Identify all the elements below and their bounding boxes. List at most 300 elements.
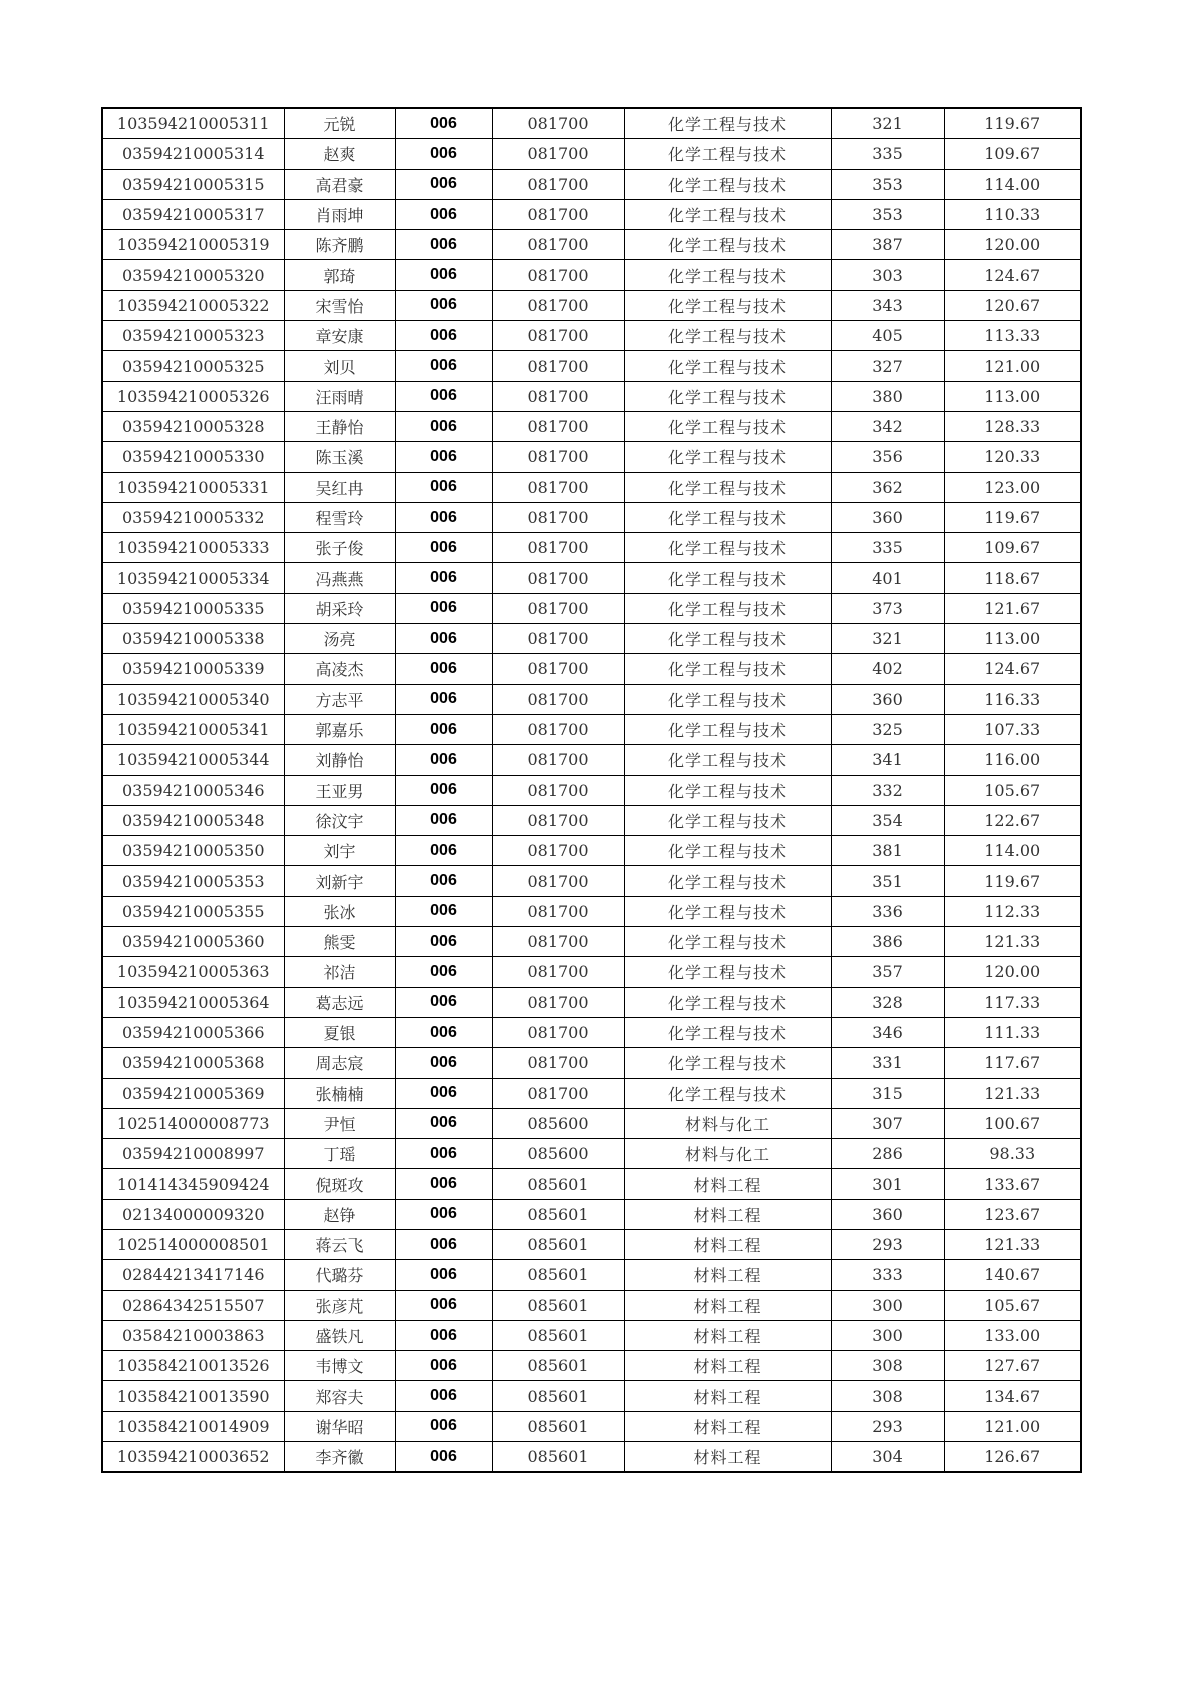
major-name-cell: 材料工程 [624,1351,831,1381]
major-name-cell: 化学工程与技术 [624,472,831,502]
initial-score-cell: 402 [831,654,944,684]
major-name-cell: 材料工程 [624,1320,831,1350]
department-code-cell: 006 [395,624,492,654]
major-code-cell: 081700 [492,411,624,441]
table-row [102,108,1081,139]
department-code-cell: 006 [395,805,492,835]
candidate-id-cell: 103594210005311 [102,108,284,139]
initial-score-cell: 351 [831,866,944,896]
department-code-cell: 006 [395,593,492,623]
candidate-id-cell: 03594210005314 [102,139,284,169]
retest-score-cell: 117.67 [944,1048,1081,1078]
department-code-cell: 006 [395,1017,492,1047]
department-code-cell: 006 [395,714,492,744]
major-name-cell: 化学工程与技术 [624,957,831,987]
major-name-cell: 化学工程与技术 [624,139,831,169]
major-name-cell: 材料工程 [624,1442,831,1473]
department-code-cell: 006 [395,351,492,381]
major-name-cell: 材料工程 [624,1290,831,1320]
department-code-cell: 006 [395,1320,492,1350]
candidate-name-cell: 丁瑶 [284,1139,395,1169]
initial-score-cell: 304 [831,1442,944,1473]
department-code-cell: 006 [395,775,492,805]
candidate-name-cell: 张彦芃 [284,1290,395,1320]
candidate-id-cell: 103594210005364 [102,987,284,1017]
candidate-id-cell: 03594210005369 [102,1078,284,1108]
major-code-cell: 081700 [492,957,624,987]
major-code-cell: 081700 [492,805,624,835]
major-name-cell: 化学工程与技术 [624,866,831,896]
major-name-cell: 化学工程与技术 [624,1017,831,1047]
candidate-name-cell: 张子俊 [284,533,395,563]
department-code-cell: 006 [395,139,492,169]
department-code-cell: 006 [395,472,492,502]
candidate-id-cell: 03594210005350 [102,836,284,866]
candidate-name-cell: 刘新宇 [284,866,395,896]
initial-score-cell: 386 [831,927,944,957]
major-code-cell: 085601 [492,1411,624,1441]
major-code-cell: 081700 [492,927,624,957]
retest-score-cell: 121.00 [944,1411,1081,1441]
initial-score-cell: 327 [831,351,944,381]
initial-score-cell: 354 [831,805,944,835]
candidate-name-cell: 王静怡 [284,411,395,441]
table-row [102,1320,1081,1350]
initial-score-cell: 335 [831,139,944,169]
initial-score-cell: 293 [831,1229,944,1259]
initial-score-cell: 300 [831,1320,944,1350]
table-row [102,1229,1081,1259]
major-code-cell: 081700 [492,987,624,1017]
table-row [102,714,1081,744]
candidate-name-cell: 张楠楠 [284,1078,395,1108]
retest-score-cell: 105.67 [944,1290,1081,1320]
department-code-cell: 006 [395,1411,492,1441]
department-code-cell: 006 [395,684,492,714]
candidate-id-cell: 103584210013590 [102,1381,284,1411]
major-name-cell: 材料与化工 [624,1108,831,1138]
candidate-id-cell: 03594210005317 [102,199,284,229]
major-code-cell: 081700 [492,593,624,623]
table-row [102,1017,1081,1047]
major-name-cell: 化学工程与技术 [624,684,831,714]
candidate-id-cell: 102514000008773 [102,1108,284,1138]
candidate-name-cell: 熊雯 [284,927,395,957]
initial-score-cell: 336 [831,896,944,926]
candidate-name-cell: 元锐 [284,108,395,139]
retest-score-cell: 134.67 [944,1381,1081,1411]
candidate-id-cell: 103594210005334 [102,563,284,593]
candidate-name-cell: 高君豪 [284,169,395,199]
initial-score-cell: 341 [831,745,944,775]
major-name-cell: 化学工程与技术 [624,593,831,623]
table-row [102,260,1081,290]
department-code-cell: 006 [395,381,492,411]
candidate-id-cell: 03594210005353 [102,866,284,896]
retest-score-cell: 109.67 [944,139,1081,169]
major-name-cell: 材料工程 [624,1199,831,1229]
major-name-cell: 化学工程与技术 [624,230,831,260]
major-name-cell: 化学工程与技术 [624,714,831,744]
candidate-id-cell: 03594210005328 [102,411,284,441]
major-code-cell: 085601 [492,1229,624,1259]
major-code-cell: 085600 [492,1139,624,1169]
candidate-name-cell: 方志平 [284,684,395,714]
major-code-cell: 085600 [492,1108,624,1138]
candidate-name-cell: 代璐芬 [284,1260,395,1290]
candidate-name-cell: 陈玉溪 [284,442,395,472]
major-code-cell: 081700 [492,624,624,654]
retest-score-cell: 127.67 [944,1351,1081,1381]
department-code-cell: 006 [395,896,492,926]
initial-score-cell: 321 [831,108,944,139]
candidate-id-cell: 03594210005339 [102,654,284,684]
candidate-name-cell: 徐汶宇 [284,805,395,835]
candidate-name-cell: 谢华昭 [284,1411,395,1441]
department-code-cell: 006 [395,836,492,866]
major-code-cell: 081700 [492,230,624,260]
major-code-cell: 085601 [492,1290,624,1320]
major-code-cell: 085601 [492,1169,624,1199]
major-code-cell: 081700 [492,1017,624,1047]
retest-score-cell: 119.67 [944,108,1081,139]
retest-score-cell: 120.00 [944,230,1081,260]
table-row [102,472,1081,502]
retest-score-cell: 114.00 [944,169,1081,199]
major-code-cell: 081700 [492,563,624,593]
candidate-name-cell: 汤亮 [284,624,395,654]
department-code-cell: 006 [395,1351,492,1381]
candidate-id-cell: 03594210005355 [102,896,284,926]
major-name-cell: 化学工程与技术 [624,805,831,835]
major-code-cell: 081700 [492,351,624,381]
retest-score-cell: 119.67 [944,502,1081,532]
major-code-cell: 081700 [492,381,624,411]
initial-score-cell: 307 [831,1108,944,1138]
retest-score-cell: 121.33 [944,927,1081,957]
candidate-name-cell: 葛志远 [284,987,395,1017]
major-name-cell: 化学工程与技术 [624,1048,831,1078]
initial-score-cell: 401 [831,563,944,593]
department-code-cell: 006 [395,1290,492,1320]
table-row [102,987,1081,1017]
major-name-cell: 化学工程与技术 [624,199,831,229]
table-row [102,1442,1081,1473]
table-row [102,139,1081,169]
major-name-cell: 化学工程与技术 [624,775,831,805]
candidate-name-cell: 胡采玲 [284,593,395,623]
initial-score-cell: 387 [831,230,944,260]
candidate-name-cell: 章安康 [284,321,395,351]
retest-score-cell: 119.67 [944,866,1081,896]
candidate-id-cell: 03594210005320 [102,260,284,290]
major-name-cell: 化学工程与技术 [624,533,831,563]
major-name-cell: 化学工程与技术 [624,502,831,532]
initial-score-cell: 300 [831,1290,944,1320]
candidate-name-cell: 尹恒 [284,1108,395,1138]
major-code-cell: 081700 [492,169,624,199]
retest-score-cell: 113.00 [944,624,1081,654]
retest-score-cell: 120.33 [944,442,1081,472]
candidate-name-cell: 宋雪怡 [284,290,395,320]
department-code-cell: 006 [395,563,492,593]
candidate-name-cell: 肖雨坤 [284,199,395,229]
retest-score-cell: 121.33 [944,1078,1081,1108]
retest-score-cell: 128.33 [944,411,1081,441]
table-row [102,1381,1081,1411]
table-row [102,927,1081,957]
candidate-id-cell: 03594210005366 [102,1017,284,1047]
major-name-cell: 化学工程与技术 [624,108,831,139]
candidate-name-cell: 祁洁 [284,957,395,987]
table-row [102,1351,1081,1381]
candidate-name-cell: 刘宇 [284,836,395,866]
candidate-name-cell: 郑容夫 [284,1381,395,1411]
initial-score-cell: 328 [831,987,944,1017]
initial-score-cell: 353 [831,199,944,229]
table-row [102,533,1081,563]
major-name-cell: 化学工程与技术 [624,1078,831,1108]
table-row [102,1411,1081,1441]
initial-score-cell: 333 [831,1260,944,1290]
retest-score-cell: 123.00 [944,472,1081,502]
department-code-cell: 006 [395,1199,492,1229]
major-name-cell: 化学工程与技术 [624,260,831,290]
department-code-cell: 006 [395,321,492,351]
retest-score-cell: 116.33 [944,684,1081,714]
table-row [102,381,1081,411]
table-row [102,684,1081,714]
table-row [102,199,1081,229]
table-row [102,1260,1081,1290]
retest-score-cell: 117.33 [944,987,1081,1017]
candidate-id-cell: 103594210005331 [102,472,284,502]
major-code-cell: 081700 [492,260,624,290]
initial-score-cell: 356 [831,442,944,472]
candidate-id-cell: 03594210005348 [102,805,284,835]
initial-score-cell: 321 [831,624,944,654]
retest-score-cell: 121.67 [944,593,1081,623]
major-name-cell: 化学工程与技术 [624,321,831,351]
table-row [102,957,1081,987]
table-row [102,836,1081,866]
candidate-id-cell: 101414345909424 [102,1169,284,1199]
table-row [102,896,1081,926]
candidate-name-cell: 夏银 [284,1017,395,1047]
major-name-cell: 化学工程与技术 [624,624,831,654]
retest-score-cell: 123.67 [944,1199,1081,1229]
major-code-cell: 081700 [492,442,624,472]
table-row [102,563,1081,593]
candidate-name-cell: 周志宸 [284,1048,395,1078]
initial-score-cell: 342 [831,411,944,441]
candidate-id-cell: 103594210003652 [102,1442,284,1473]
department-code-cell: 006 [395,1381,492,1411]
candidate-name-cell: 程雪玲 [284,502,395,532]
department-code-cell: 006 [395,442,492,472]
candidate-id-cell: 03594210005323 [102,321,284,351]
major-code-cell: 085601 [492,1442,624,1473]
major-code-cell: 081700 [492,139,624,169]
candidate-name-cell: 王亚男 [284,775,395,805]
candidate-id-cell: 02864342515507 [102,1290,284,1320]
table-row [102,805,1081,835]
table-row [102,1199,1081,1229]
initial-score-cell: 303 [831,260,944,290]
department-code-cell: 006 [395,1048,492,1078]
candidate-id-cell: 103594210005333 [102,533,284,563]
major-name-cell: 材料与化工 [624,1139,831,1169]
major-code-cell: 081700 [492,684,624,714]
candidate-name-cell: 韦博文 [284,1351,395,1381]
retest-score-cell: 113.00 [944,381,1081,411]
candidate-name-cell: 陈齐鹏 [284,230,395,260]
initial-score-cell: 308 [831,1351,944,1381]
table-row [102,654,1081,684]
candidate-id-cell: 103594210005340 [102,684,284,714]
initial-score-cell: 360 [831,684,944,714]
department-code-cell: 006 [395,260,492,290]
retest-score-cell: 112.33 [944,896,1081,926]
retest-score-cell: 98.33 [944,1139,1081,1169]
candidate-name-cell: 刘静怡 [284,745,395,775]
candidate-name-cell: 冯燕燕 [284,563,395,593]
department-code-cell: 006 [395,1229,492,1259]
major-name-cell: 化学工程与技术 [624,896,831,926]
candidate-id-cell: 03594210005330 [102,442,284,472]
candidate-id-cell: 103594210005341 [102,714,284,744]
department-code-cell: 006 [395,169,492,199]
department-code-cell: 006 [395,533,492,563]
department-code-cell: 006 [395,1442,492,1473]
initial-score-cell: 362 [831,472,944,502]
table-row [102,290,1081,320]
major-name-cell: 材料工程 [624,1169,831,1199]
candidate-id-cell: 02134000009320 [102,1199,284,1229]
retest-score-cell: 113.33 [944,321,1081,351]
table-row [102,230,1081,260]
table-row [102,775,1081,805]
department-code-cell: 006 [395,957,492,987]
candidate-id-cell: 103584210014909 [102,1411,284,1441]
major-code-cell: 081700 [492,533,624,563]
department-code-cell: 006 [395,1139,492,1169]
initial-score-cell: 325 [831,714,944,744]
department-code-cell: 006 [395,411,492,441]
initial-score-cell: 308 [831,1381,944,1411]
major-code-cell: 081700 [492,1078,624,1108]
initial-score-cell: 360 [831,502,944,532]
major-code-cell: 081700 [492,321,624,351]
major-name-cell: 化学工程与技术 [624,654,831,684]
candidate-id-cell: 103594210005319 [102,230,284,260]
initial-score-cell: 293 [831,1411,944,1441]
retest-score-cell: 133.67 [944,1169,1081,1199]
candidate-id-cell: 03594210005325 [102,351,284,381]
admission-table [101,107,1082,1473]
candidate-name-cell: 李齐徽 [284,1442,395,1473]
initial-score-cell: 360 [831,1199,944,1229]
department-code-cell: 006 [395,927,492,957]
candidate-name-cell: 张冰 [284,896,395,926]
retest-score-cell: 126.67 [944,1442,1081,1473]
initial-score-cell: 335 [831,533,944,563]
candidate-id-cell: 03594210005338 [102,624,284,654]
major-code-cell: 081700 [492,290,624,320]
major-code-cell: 085601 [492,1199,624,1229]
major-name-cell: 化学工程与技术 [624,836,831,866]
table-body [102,108,1081,1472]
table-row [102,1048,1081,1078]
major-code-cell: 081700 [492,866,624,896]
table-row [102,1290,1081,1320]
candidate-name-cell: 郭琦 [284,260,395,290]
initial-score-cell: 315 [831,1078,944,1108]
retest-score-cell: 122.67 [944,805,1081,835]
department-code-cell: 006 [395,230,492,260]
initial-score-cell: 373 [831,593,944,623]
table-row [102,1108,1081,1138]
major-code-cell: 081700 [492,199,624,229]
table-row [102,351,1081,381]
candidate-name-cell: 刘贝 [284,351,395,381]
retest-score-cell: 114.00 [944,836,1081,866]
candidate-id-cell: 03594210005360 [102,927,284,957]
retest-score-cell: 111.33 [944,1017,1081,1047]
major-code-cell: 081700 [492,472,624,502]
candidate-id-cell: 103584210013526 [102,1351,284,1381]
major-name-cell: 化学工程与技术 [624,927,831,957]
retest-score-cell: 116.00 [944,745,1081,775]
department-code-cell: 006 [395,1260,492,1290]
major-code-cell: 085601 [492,1260,624,1290]
major-code-cell: 081700 [492,108,624,139]
major-code-cell: 081700 [492,745,624,775]
department-code-cell: 006 [395,654,492,684]
initial-score-cell: 353 [831,169,944,199]
major-name-cell: 化学工程与技术 [624,351,831,381]
department-code-cell: 006 [395,199,492,229]
major-name-cell: 化学工程与技术 [624,745,831,775]
major-name-cell: 材料工程 [624,1229,831,1259]
candidate-id-cell: 03594210005315 [102,169,284,199]
major-name-cell: 化学工程与技术 [624,563,831,593]
candidate-name-cell: 赵爽 [284,139,395,169]
department-code-cell: 006 [395,1169,492,1199]
department-code-cell: 006 [395,987,492,1017]
major-code-cell: 081700 [492,714,624,744]
department-code-cell: 006 [395,1078,492,1108]
retest-score-cell: 120.00 [944,957,1081,987]
table-row [102,624,1081,654]
initial-score-cell: 286 [831,1139,944,1169]
major-code-cell: 081700 [492,1048,624,1078]
candidate-name-cell: 蒋云飞 [284,1229,395,1259]
retest-score-cell: 121.00 [944,351,1081,381]
major-name-cell: 材料工程 [624,1260,831,1290]
table-row [102,442,1081,472]
table-row [102,866,1081,896]
department-code-cell: 006 [395,745,492,775]
major-name-cell: 化学工程与技术 [624,411,831,441]
retest-score-cell: 110.33 [944,199,1081,229]
department-code-cell: 006 [395,108,492,139]
major-name-cell: 化学工程与技术 [624,381,831,411]
initial-score-cell: 380 [831,381,944,411]
major-name-cell: 化学工程与技术 [624,290,831,320]
table-row [102,745,1081,775]
initial-score-cell: 332 [831,775,944,805]
